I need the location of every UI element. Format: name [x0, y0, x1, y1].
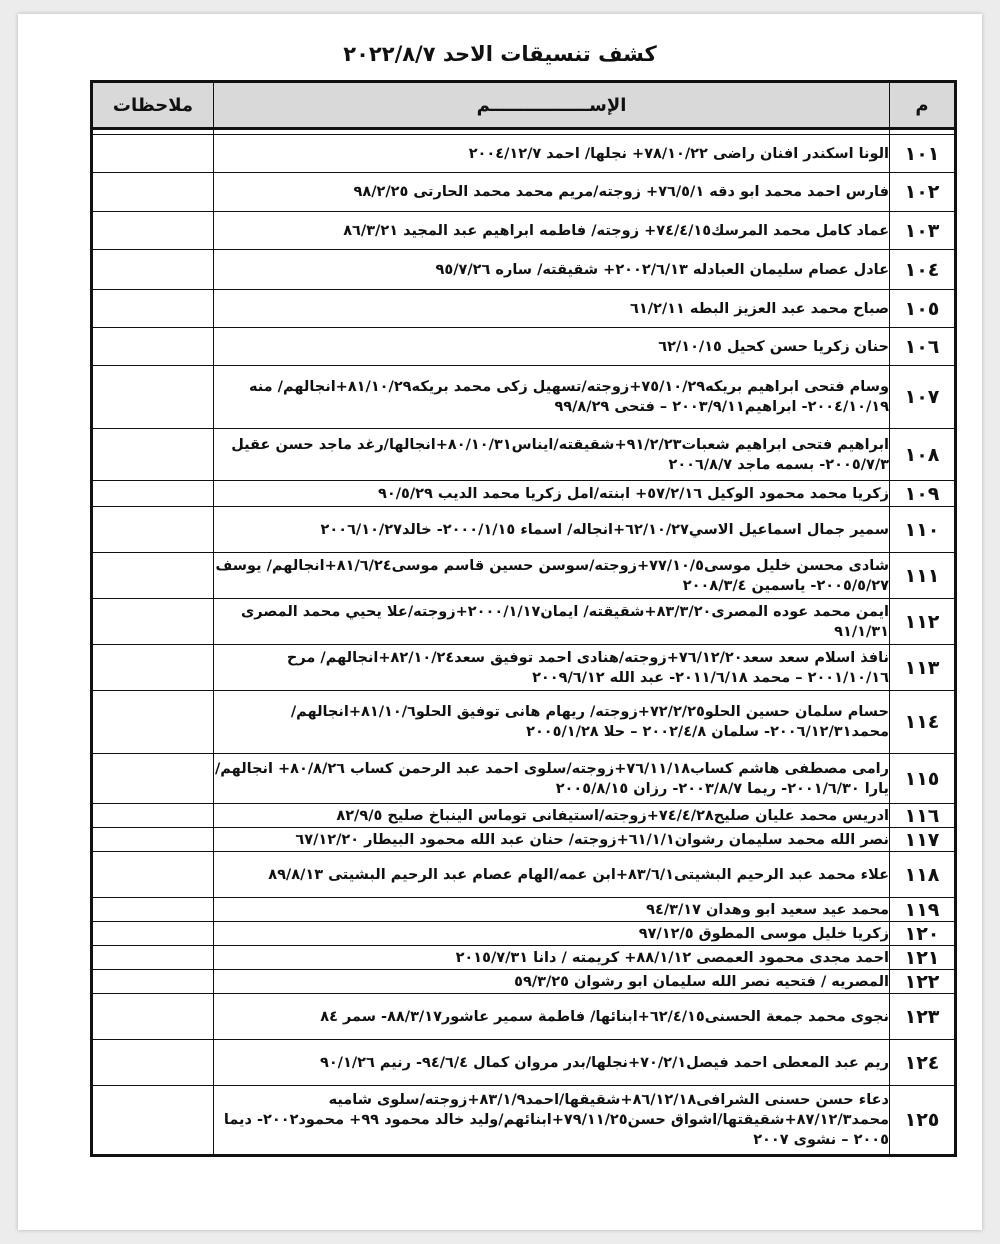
- row-name: نجوى محمد جمعة الحسنى٦٢/٤/١٥+ابنائها/ فاطمة سمير عاشور٨٨/٣/١٧- سمر ٨٤: [214, 994, 890, 1040]
- row-notes: [92, 828, 214, 852]
- row-number: ١٠٩: [890, 481, 956, 507]
- row-name: المصريه / فتحيه نصر الله سليمان ابو رشوان ٥٩/٣/٢٥: [214, 970, 890, 994]
- row-number: ١١١: [890, 553, 956, 599]
- row-name: نافذ اسلام سعد سعد٧٦/١٢/٢٠+زوجته/هنادى احمد توفيق سعد٨٢/١٠/٢٤+انجالهم/ مرح ٢٠٠١/١٠/١٦ – محمد ٢٠١١/٦/١٨- عبد الله ٢٠٠٩/٦/١٢: [214, 645, 890, 691]
- row-notes: [92, 366, 214, 429]
- row-notes: [92, 507, 214, 553]
- row-number: ١٢٣: [890, 994, 956, 1040]
- table-row: [92, 970, 956, 994]
- table-row: [92, 135, 956, 173]
- table-row: [92, 250, 956, 290]
- table-row: [92, 1040, 956, 1086]
- table-row: [92, 754, 956, 804]
- row-number: ١٢٥: [890, 1086, 956, 1156]
- row-notes: [92, 212, 214, 250]
- row-number: ١١٤: [890, 691, 956, 754]
- row-number: ١٠٣: [890, 212, 956, 250]
- row-name: احمد مجدى محمود العمصى ٨٨/١/١٢+ كريمته / دانا ٢٠١٥/٧/٣١: [214, 946, 890, 970]
- row-number: ١٠٥: [890, 290, 956, 328]
- row-notes: [92, 250, 214, 290]
- table-row: [92, 804, 956, 828]
- row-number: ١٠٨: [890, 429, 956, 481]
- table-row: [92, 922, 956, 946]
- row-name: محمد عيد سعيد ابو وهدان ٩٤/٣/١٧: [214, 898, 890, 922]
- row-notes: [92, 481, 214, 507]
- table-row: [92, 481, 956, 507]
- row-notes: [92, 599, 214, 645]
- table-row: [92, 645, 956, 691]
- table-row: [92, 599, 956, 645]
- row-notes: [92, 946, 214, 970]
- row-notes: [92, 429, 214, 481]
- row-name: ادريس محمد عليان صليح٧٤/٤/٢٨+زوجته/استيفانى توماس الينباخ صليح ٨٢/٩/٥: [214, 804, 890, 828]
- row-name: وسام فتحى ابراهيم بريكه٧٥/١٠/٢٩+زوجته/تسهيل زكى محمد بريكه٨١/١٠/٢٩+انجالهم/ منه ٢٠٠٤/١٠/١٩- ابراهيم٢٠٠٣/٩/١١ – فتحى ٩٩/٨/٢٩: [214, 366, 890, 429]
- row-name: الونا اسكندر افنان راضى ٧٨/١٠/٢٢+ نجلها/ احمد ٢٠٠٤/١٢/٧: [214, 135, 890, 173]
- row-name: حنان زكريا حسن كحيل ٦٢/١٠/١٥: [214, 328, 890, 366]
- page-title: كشف تنسيقات الاحد ٢٠٢٢/٨/٧: [343, 42, 657, 66]
- row-notes: [92, 328, 214, 366]
- row-number: ١٠٤: [890, 250, 956, 290]
- row-notes: [92, 553, 214, 599]
- row-name: ابراهيم فتحى ابراهيم شعبات٩١/٢/٢٣+شقيقته/ايناس٨٠/١٠/٣١+انجالها/رغد ماجد حسن عقيل ٢٠٠٥/٧/٣- بسمه ماجد ٢٠٠٦/٨/٧: [214, 429, 890, 481]
- row-number: ١١٧: [890, 828, 956, 852]
- header-num: م: [890, 82, 956, 129]
- table-row: [92, 328, 956, 366]
- row-name: زكريا خليل موسى المطوق ٩٧/١٢/٥: [214, 922, 890, 946]
- row-number: ١٢٤: [890, 1040, 956, 1086]
- row-number: ١٢١: [890, 946, 956, 970]
- row-number: ١٠٢: [890, 173, 956, 212]
- row-number: ١١٣: [890, 645, 956, 691]
- row-name: صباح محمد عبد العزيز البطه ٦١/٢/١١: [214, 290, 890, 328]
- table-row: [92, 507, 956, 553]
- row-notes: [92, 804, 214, 828]
- row-notes: [92, 922, 214, 946]
- row-name: شادى محسن خليل موسى٧٧/١٠/٥+زوجته/سوسن حسين قاسم موسى٨١/٦/٢٤+انجالهم/ يوسف ٢٠٠٥/٥/٢٧- ياسمين ٢٠٠٨/٣/٤: [214, 553, 890, 599]
- table-row: [92, 290, 956, 328]
- row-name: علاء محمد عبد الرحيم البشيتى٨٣/٦/١+ابن عمه/الهام عصام عبد الرحيم البشيتى ٨٩/٨/١٣: [214, 852, 890, 898]
- row-number: ١٠١: [890, 135, 956, 173]
- document-page: [18, 14, 982, 1230]
- header-name: الإســــــــــــــــم: [214, 82, 890, 129]
- row-name: رامى مصطفى هاشم كساب٧٦/١١/١٨+زوجته/سلوى احمد عبد الرحمن كساب ٨٠/٨/٢٦+ انجالهم/ يارا ٢٠٠١/٦/٣٠- ريما ٢٠٠٣/٨/٧- رزان ٢٠٠٥/٨/١٥: [214, 754, 890, 804]
- row-number: ١١٨: [890, 852, 956, 898]
- table-row: [92, 366, 956, 429]
- row-number: ١٠٦: [890, 328, 956, 366]
- table-row: [92, 994, 956, 1040]
- table-row: [92, 898, 956, 922]
- table-body: [92, 129, 956, 1156]
- table-row: [92, 691, 956, 754]
- row-notes: [92, 1086, 214, 1156]
- row-name: نصر الله محمد سليمان رشوان٦١/١/١+زوجته/ حنان عبد الله محمود البيطار ٦٧/١٢/٢٠: [214, 828, 890, 852]
- header-row: [92, 82, 956, 129]
- row-notes: [92, 645, 214, 691]
- row-number: ١٢٢: [890, 970, 956, 994]
- row-notes: [92, 135, 214, 173]
- row-number: ١١٩: [890, 898, 956, 922]
- row-number: ١١٢: [890, 599, 956, 645]
- table-row: [92, 212, 956, 250]
- table-row: [92, 553, 956, 599]
- row-name: ريم عبد المعطى احمد فيصل٧٠/٢/١+نجلها/بدر مروان كمال ٩٤/٦/٤- رنيم ٩٠/١/٢٦: [214, 1040, 890, 1086]
- row-name: عادل عصام سليمان العبادله ٢٠٠٢/٦/١٣+ شقيقته/ ساره ٩٥/٧/٢٦: [214, 250, 890, 290]
- row-notes: [92, 898, 214, 922]
- table-row: [92, 173, 956, 212]
- row-notes: [92, 691, 214, 754]
- header-notes: ملاحظات: [92, 82, 214, 129]
- row-notes: [92, 1040, 214, 1086]
- row-notes: [92, 970, 214, 994]
- row-notes: [92, 994, 214, 1040]
- row-name: فارس احمد محمد ابو دقه ٧٦/٥/١+ زوجته/مريم محمد محمد الحارتى ٩٨/٢/٢٥: [214, 173, 890, 212]
- table-row: [92, 1086, 956, 1156]
- row-name: زكريا محمد محمود الوكيل ٥٧/٢/١٦+ ابنته/امل زكريا محمد الديب ٩٠/٥/٢٩: [214, 481, 890, 507]
- row-number: ١٠٧: [890, 366, 956, 429]
- table-row: [92, 828, 956, 852]
- row-notes: [92, 754, 214, 804]
- row-name: حسام سلمان حسين الحلو٧٢/٢/٢٥+زوجته/ ريهام هانى توفيق الحلو٨١/١٠/٦+انجالهم/ محمد٢٠٠٦/١٢/٣١- سلمان ٢٠٠٢/٤/٨ – حلا ٢٠٠٥/١/٢٨: [214, 691, 890, 754]
- row-name: عماد كامل محمد المرسك٧٤/٤/١٥+ زوجته/ فاطمه ابراهيم عبد المجيد ٨٦/٣/٢١: [214, 212, 890, 250]
- row-notes: [92, 852, 214, 898]
- row-name: ايمن محمد عوده المصرى٨٣/٣/٢٠+شقيقته/ ايمان٢٠٠٠/١/١٧+زوجته/علا يحيي محمد المصرى ٩١/١/٣١: [214, 599, 890, 645]
- row-number: ١١٦: [890, 804, 956, 828]
- row-number: ١١٥: [890, 754, 956, 804]
- table-row: [92, 852, 956, 898]
- row-notes: [92, 290, 214, 328]
- row-number: ١٢٠: [890, 922, 956, 946]
- row-name: دعاء حسن حسنى الشرافى٨٦/١٢/١٨+شقيقها/احمد٨٣/١/٩+زوجته/سلوى شاميه محمد٨٧/١٢/٣+شقيقتها/اشواق حسن٧٩/١١/٢٥+ابنائهم/وليد خالد محمود ٩٩+ محمود٢٠٠٢- ديما ٢٠٠٥ – نشوى ٢٠٠٧: [214, 1086, 890, 1156]
- row-number: ١١٠: [890, 507, 956, 553]
- row-notes: [92, 173, 214, 212]
- row-name: سمير جمال اسماعيل الاسي٦٢/١٠/٢٧+انجاله/ اسماء ٢٠٠٠/١/١٥- خالد٢٠٠٦/١٠/٢٧: [214, 507, 890, 553]
- coordination-table: [90, 80, 957, 1157]
- table-row: [92, 946, 956, 970]
- table-row: [92, 429, 956, 481]
